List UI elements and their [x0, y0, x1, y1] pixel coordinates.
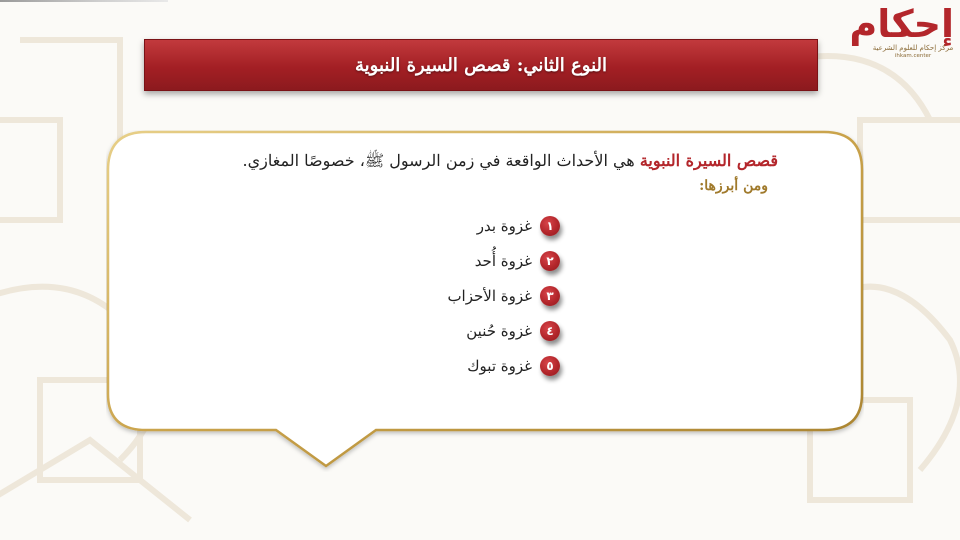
- title-banner: [144, 39, 818, 91]
- top-progress-line: [0, 0, 168, 2]
- list-item: [447, 243, 560, 278]
- list-item: [447, 348, 560, 383]
- logo-subtitle: مركز إحكام للعلوم الشرعية: [872, 44, 954, 52]
- number-badge: ٢: [540, 251, 560, 271]
- number-badge: ٤: [540, 321, 560, 341]
- number-badge: ٣: [540, 286, 560, 306]
- list-item-label: غزوة تبوك: [467, 356, 532, 375]
- list-item: [447, 313, 560, 348]
- number-badge: ٥: [540, 356, 560, 376]
- intro-text: هي الأحداث الواقعة في زمن الرسول ﷺ، خصوصًا المغازي.: [242, 151, 640, 170]
- list-item-label: غزوة بدر: [476, 216, 532, 235]
- content-card: [106, 130, 864, 472]
- logo-mark: إحكام: [849, 2, 954, 46]
- intro-term: قصص السيرة النبوية: [639, 151, 778, 170]
- number-badge: ١: [540, 216, 560, 236]
- logo-subtitle-latin: ihkam.center: [894, 53, 932, 59]
- list-item-label: غزوة حُنين: [466, 321, 532, 340]
- brand-logo: [849, 2, 954, 66]
- list-item-label: غزوة الأحزاب: [447, 286, 532, 305]
- intro-paragraph: [138, 148, 778, 174]
- list-item: [447, 208, 560, 243]
- list-item-label: غزوة أُحد: [474, 251, 532, 270]
- banner-title: النوع الثاني: قصص السيرة النبوية: [355, 54, 607, 76]
- list-subheading: ومن أبرزها:: [699, 178, 768, 194]
- list-item: [447, 278, 560, 313]
- battles-list: [447, 208, 560, 383]
